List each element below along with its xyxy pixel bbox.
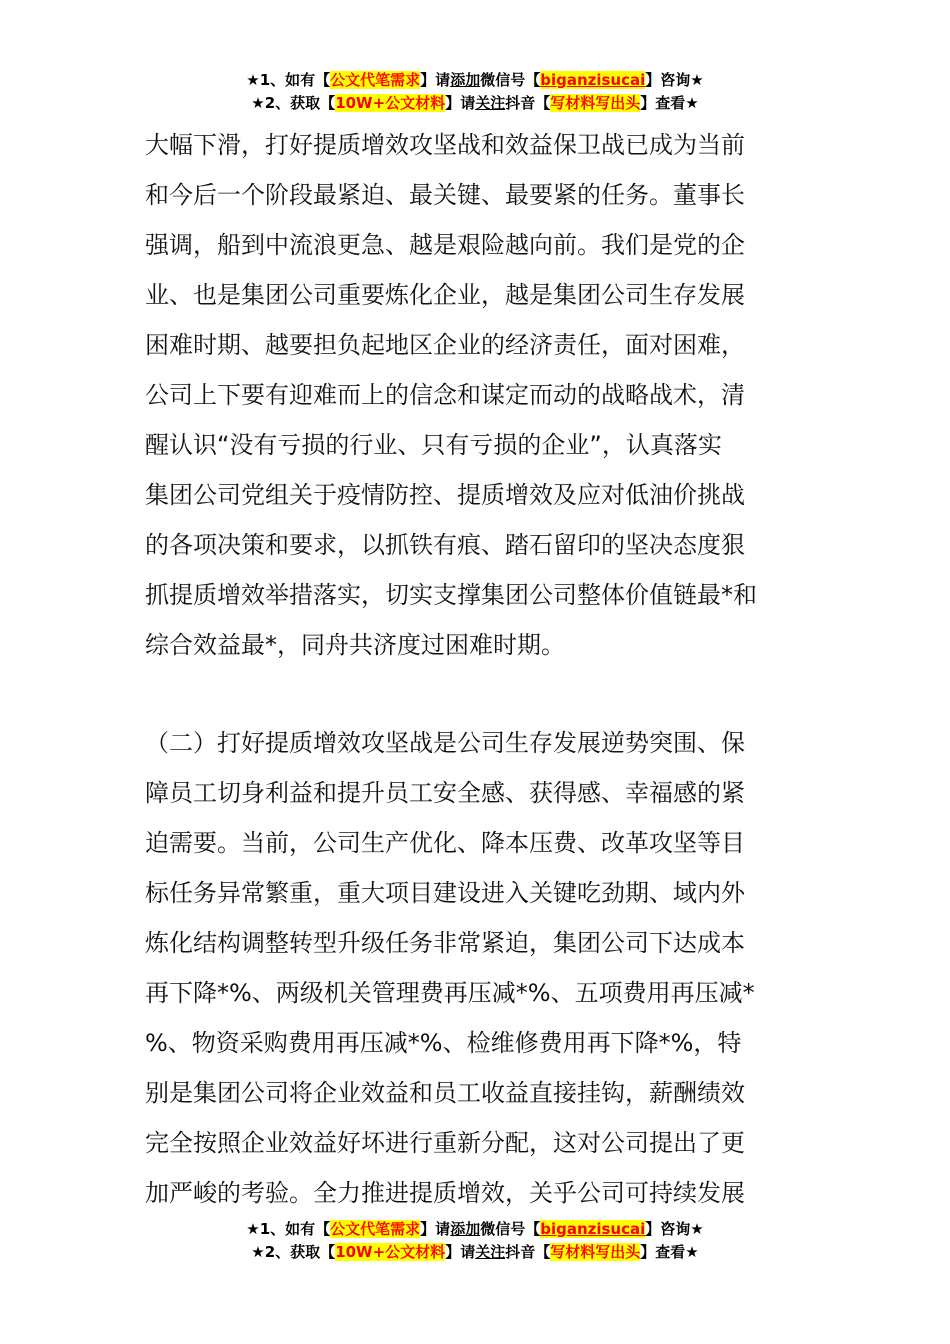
banner-line-2-prefix: ★2、获取【 xyxy=(251,1243,336,1261)
text-line: 抓提质增效举措落实，切实支撑集团公司整体价值链最*和 xyxy=(145,581,757,609)
underlined-add: 添加 xyxy=(450,71,481,89)
text-line: %、物资采购费用再压减*%、检维修费用再下降*%，特 xyxy=(145,1029,742,1057)
wechat-id-link[interactable]: biganzisucai xyxy=(540,1220,646,1238)
underlined-follow: 关注 xyxy=(475,94,506,112)
text-line: 标任务异常繁重，重大项目建设进入关键吃劲期、域内外 xyxy=(145,879,745,907)
text-line: 的各项决策和要求，以抓铁有痕、踏石留印的坚决态度狠 xyxy=(145,531,745,559)
banner-line-2-mid: 】请 xyxy=(445,1243,476,1261)
banner-line-1-prefix: ★1、如有【 xyxy=(246,71,331,89)
banner-line-1-mid2: 微信号【 xyxy=(480,1220,541,1238)
wechat-id-link[interactable]: biganzisucai xyxy=(540,71,646,89)
banner-line-1 xyxy=(0,69,950,92)
banner-line-2-suffix: 】查看★ xyxy=(640,1243,699,1261)
header-banner xyxy=(0,69,950,115)
text-line: 集团公司党组关于疫情防控、提质增效及应对低油价挑战 xyxy=(145,481,745,509)
banner-line-2-mid2: 抖音【 xyxy=(505,1243,551,1261)
banner-line-2-mid: 】请 xyxy=(445,94,476,112)
banner-line-1-prefix: ★1、如有【 xyxy=(246,1220,331,1238)
highlight-ghostwriting: 公文代笔需求 xyxy=(330,1220,421,1238)
text-line: 公司上下要有迎难而上的信念和谋定而动的战略战术，清 xyxy=(145,381,745,409)
text-line: 强调，船到中流浪更急、越是艰险越向前。我们是党的企 xyxy=(145,231,745,259)
banner-line-2-prefix: ★2、获取【 xyxy=(251,94,336,112)
douyin-account: 写材料写出头 xyxy=(550,1243,641,1261)
text-line: 困难时期、越要担负起地区企业的经济责任，面对困难， xyxy=(145,331,745,359)
text-line: 迫需要。当前，公司生产优化、降本压费、改革攻坚等目 xyxy=(145,829,745,857)
underlined-follow: 关注 xyxy=(475,1243,506,1261)
text-line: 炼化结构调整转型升级任务非常紧迫，集团公司下达成本 xyxy=(145,929,745,957)
banner-line-1-mid: 】请 xyxy=(420,71,451,89)
text-line: 业、也是集团公司重要炼化企业，越是集团公司生存发展 xyxy=(145,281,745,309)
banner-line-2-suffix: 】查看★ xyxy=(640,94,699,112)
banner-line-1 xyxy=(0,1218,950,1241)
banner-line-1-suffix: 】咨询★ xyxy=(645,71,704,89)
underlined-add: 添加 xyxy=(450,1220,481,1238)
banner-line-2 xyxy=(0,92,950,115)
text-line: （二）打好提质增效攻坚战是公司生存发展逆势突围、保 xyxy=(145,729,745,757)
text-line: 障员工切身利益和提升员工安全感、获得感、幸福感的紧 xyxy=(145,779,745,807)
text-line: 再下降*%、两级机关管理费再压减*%、五项费用再压减* xyxy=(145,979,755,1007)
footer-banner xyxy=(0,1218,950,1264)
paragraph-1 xyxy=(145,120,810,670)
banner-line-2 xyxy=(0,1241,950,1264)
text-line: 别是集团公司将企业效益和员工收益直接挂钩，薪酬绩效 xyxy=(145,1079,745,1107)
douyin-account: 写材料写出头 xyxy=(550,94,641,112)
banner-line-1-suffix: 】咨询★ xyxy=(645,1220,704,1238)
highlight-ghostwriting: 公文代笔需求 xyxy=(330,71,421,89)
text-line: 完全按照企业效益好坏进行重新分配，这对公司提出了更 xyxy=(145,1129,745,1157)
banner-line-1-mid: 】请 xyxy=(420,1220,451,1238)
banner-line-2-mid2: 抖音【 xyxy=(505,94,551,112)
highlight-materials: 10W+公文材料 xyxy=(335,1243,446,1261)
text-line: 和今后一个阶段最紧迫、最关键、最要紧的任务。董事长 xyxy=(145,181,745,209)
highlight-materials: 10W+公文材料 xyxy=(335,94,446,112)
text-line: 醒认识“没有亏损的行业、只有亏损的企业”，认真落实 xyxy=(145,431,722,459)
text-line: 大幅下滑，打好提质增效攻坚战和效益保卫战已成为当前 xyxy=(145,131,745,159)
banner-line-1-mid2: 微信号【 xyxy=(480,71,541,89)
text-line: 综合效益最*，同舟共济度过困难时期。 xyxy=(145,631,565,659)
paragraph-2 xyxy=(145,718,810,1218)
text-line: 加严峻的考验。全力推进提质增效，关乎公司可持续发展 xyxy=(145,1179,745,1207)
